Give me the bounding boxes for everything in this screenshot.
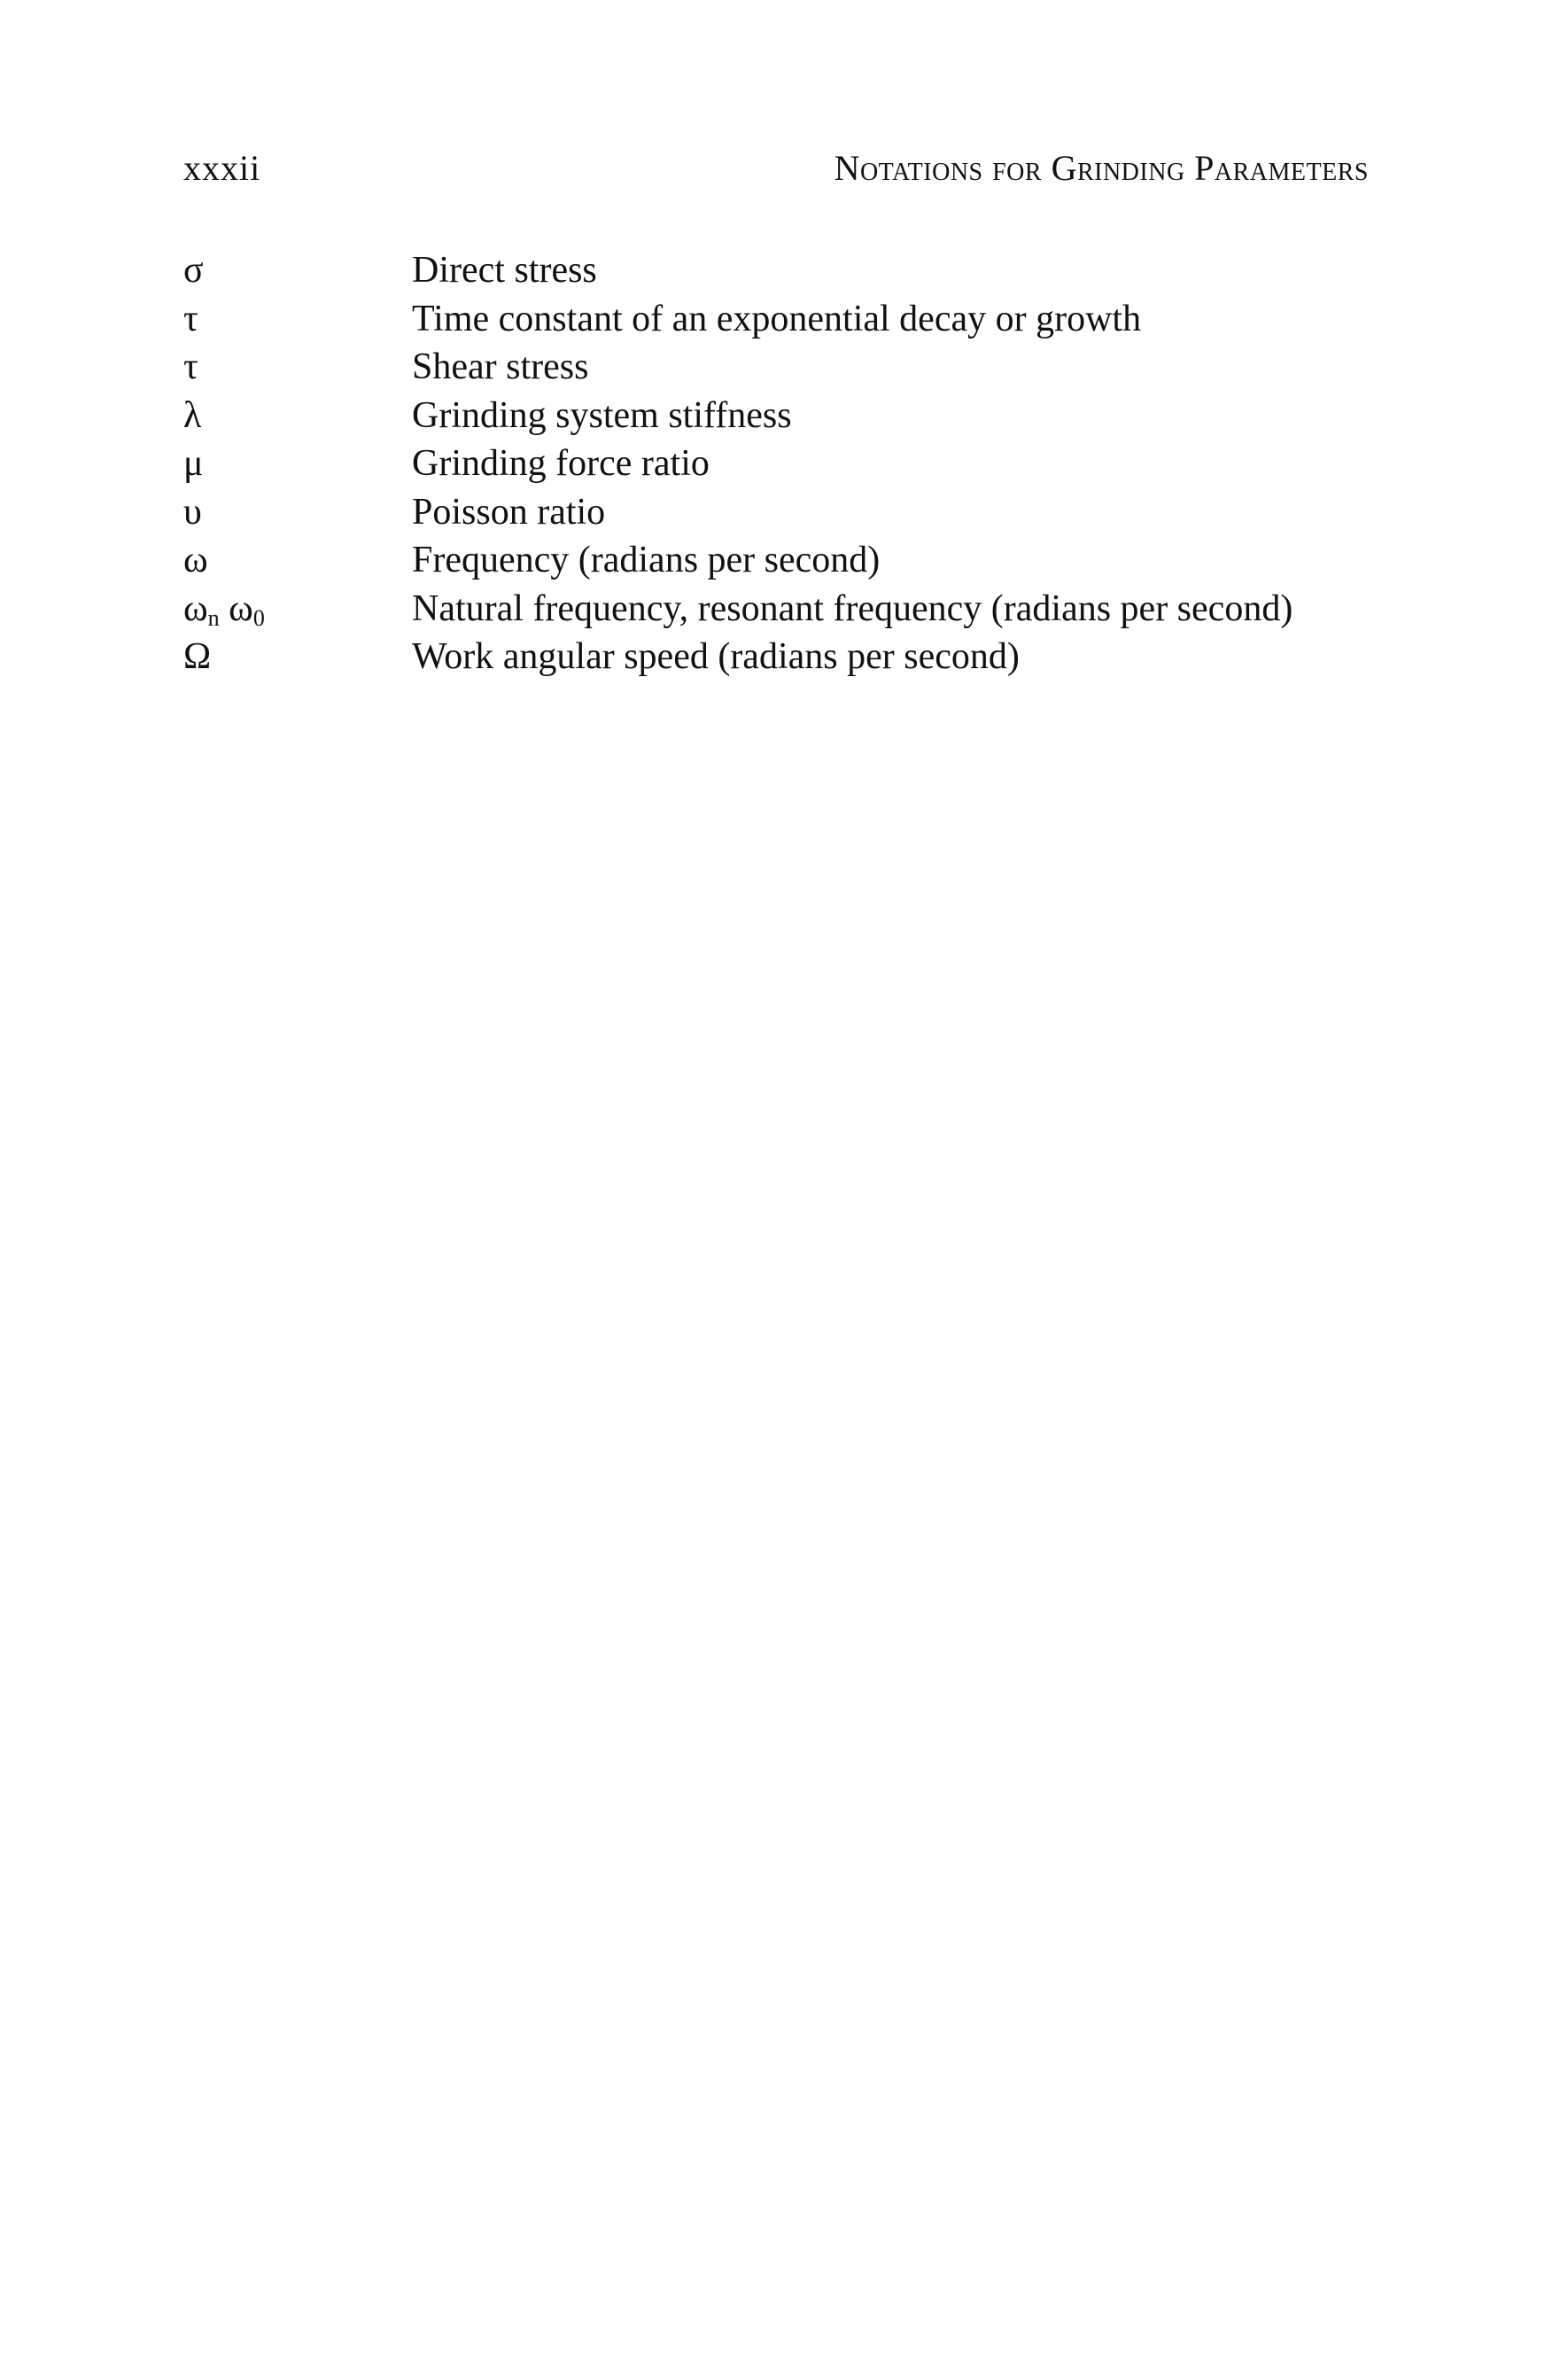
notation-symbol: Ω — [183, 636, 212, 677]
notation-symbol: λ — [183, 394, 202, 436]
notation-definition: Shear stress — [412, 346, 589, 387]
notation-row-sigma — [183, 246, 1424, 295]
notation-definition: Work angular speed (radians per second) — [412, 636, 1020, 677]
notation-symbol: τ — [183, 346, 198, 387]
notation-definition: Poisson ratio — [412, 491, 606, 533]
notation-symbol: σ — [183, 250, 204, 291]
notation-row-lambda — [183, 392, 1424, 440]
notation-definition: Natural frequency, resonant frequency (radians per second) — [412, 588, 1293, 629]
notation-symbol-subscript: n — [207, 604, 220, 631]
notation-definition: Frequency (radians per second) — [412, 540, 881, 580]
notation-symbol: τ — [183, 298, 198, 339]
notation-symbol: μ — [183, 443, 204, 484]
notation-definition: Grinding system stiffness — [412, 394, 792, 436]
notation-symbol-second: ω — [229, 588, 253, 629]
notation-definition: Direct stress — [412, 250, 597, 291]
notation-symbol: ω — [183, 540, 208, 580]
running-head-title: Notations for Grinding Parameters — [834, 148, 1369, 188]
notation-row-tau-time-constant — [183, 295, 1424, 344]
notation-definition: Time constant of an exponential decay or growth — [412, 298, 1142, 339]
notation-row-mu — [183, 440, 1424, 488]
notation-symbol: ω — [183, 588, 208, 629]
notation-definition: Grinding force ratio — [412, 443, 710, 484]
notation-list — [183, 246, 1424, 681]
notation-symbol-second-subscript: 0 — [252, 604, 265, 631]
notation-row-omega-natural — [183, 585, 1424, 634]
notation-row-tau-shear — [183, 343, 1424, 392]
notation-row-capital-omega — [183, 633, 1424, 681]
notation-row-upsilon — [183, 488, 1424, 537]
page-number: xxxii — [183, 148, 261, 188]
notation-row-omega — [183, 536, 1424, 585]
notation-symbol: υ — [183, 491, 202, 533]
